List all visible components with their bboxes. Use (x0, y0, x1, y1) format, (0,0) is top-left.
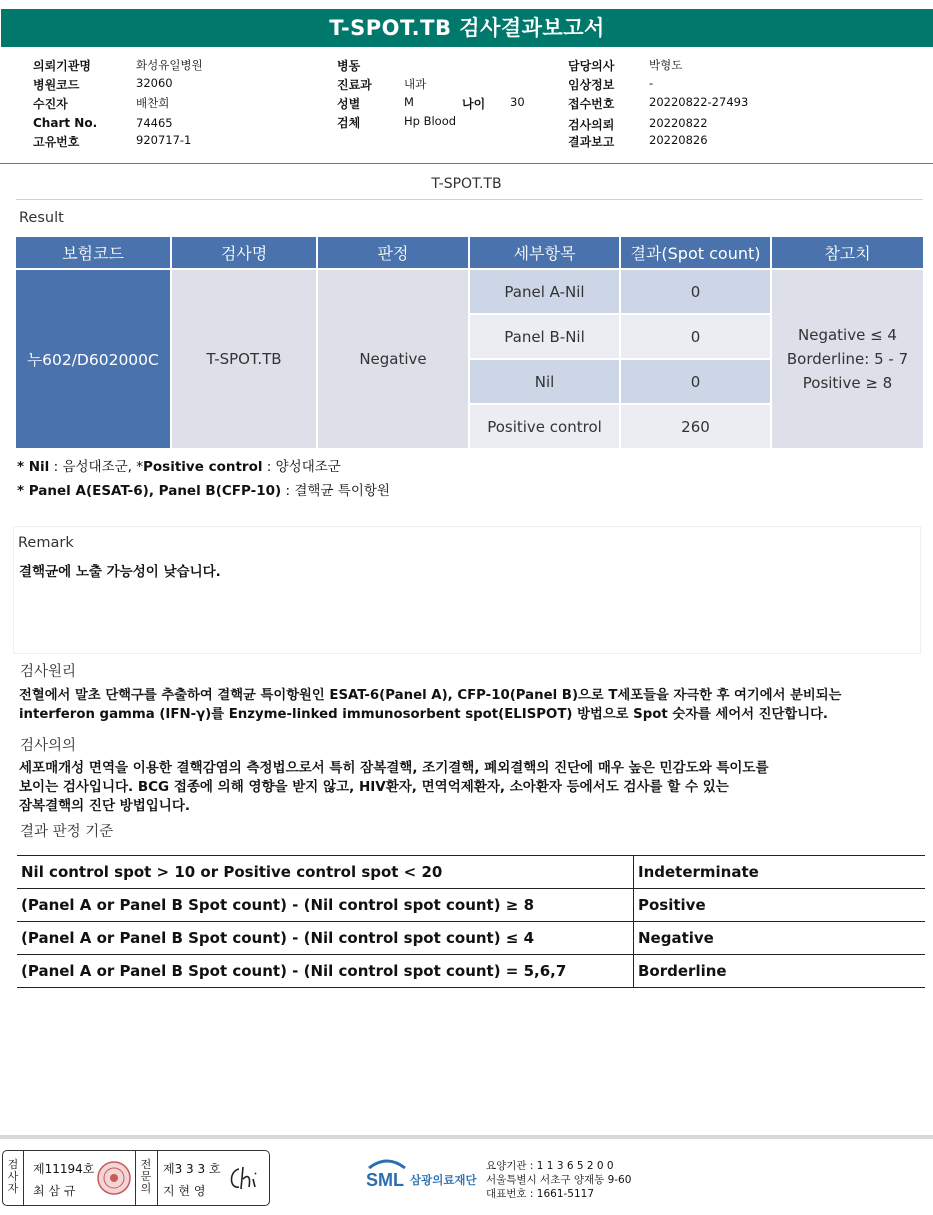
department-label: 진료과 (337, 78, 372, 92)
test-name-cell: T-SPOT.TB (172, 270, 316, 448)
table-row (17, 889, 925, 922)
signature-divider (157, 1151, 158, 1205)
org-info-code: 요양기관 : 1 1 3 6 5 2 0 0 (486, 1160, 614, 1172)
patient-name-label: 수진자 (33, 97, 68, 111)
significance-line1: 세포매개성 면역을 이용한 결핵감염의 측정법으로서 특히 잠복결핵, 조기결핵, 폐외결핵의 진단에 매우 높은 민감도와 특이도를 (19, 760, 769, 776)
note-controls (17, 455, 341, 475)
criteria-result: Positive (634, 889, 926, 922)
request-date-label: 검사의뢰 (568, 118, 615, 132)
note-panels (17, 479, 390, 499)
significance-label: 검사의의 (20, 738, 77, 754)
note-panels-label: * Panel A(ESAT-6), Panel B(CFP-10) (17, 483, 282, 499)
result-value-cell: 260 (621, 405, 770, 448)
org-info-address: 서울특별시 서초구 양재동 9-60 (486, 1174, 632, 1186)
remark-text: 결핵균에 노출 가능성이 낮습니다. (19, 564, 221, 580)
remark-box (13, 526, 921, 654)
examiner-name: 최 삼 규 (33, 1184, 76, 1198)
ward-label: 병동 (337, 59, 361, 73)
age-label: 나이 (462, 97, 486, 111)
significance-line2: 보이는 검사입니다. BCG 접종에 의해 영향을 받지 않고, HIV환자, 면역억제환자, 소아환자 등에서도 검사를 할 수 있는 (19, 779, 729, 795)
hospital-name-value: 화성유일병원 (136, 58, 203, 72)
specialist-name: 지 현 영 (163, 1184, 206, 1198)
principle-label: 검사원리 (20, 664, 77, 680)
specialist-license: 제3 3 3 호 (163, 1162, 221, 1176)
result-label: Result (19, 210, 64, 226)
header-divider (0, 163, 933, 164)
doctor-label: 담당의사 (568, 59, 615, 73)
table-row (17, 955, 925, 988)
criteria-result: Borderline (634, 955, 926, 988)
department-value: 내과 (404, 77, 427, 91)
detail-item-cell: Nil (470, 360, 619, 403)
result-value-cell: 0 (621, 315, 770, 358)
hospital-code-value: 32060 (136, 76, 173, 90)
result-value-cell: 0 (621, 270, 770, 313)
criteria-condition: (Panel A or Panel B Spot count) - (Nil control spot count) ≤ 4 (17, 922, 634, 955)
age-value: 30 (510, 95, 525, 109)
unique-no-value: 920717-1 (136, 133, 192, 147)
specimen-value: Hp Blood (404, 114, 457, 128)
note-nil-text: : 음성대조군, * (49, 459, 143, 475)
table-row (16, 270, 923, 313)
col-header-test-name: 검사명 (172, 237, 316, 268)
doctor-value: 박형도 (649, 58, 683, 72)
remark-label: Remark (18, 535, 74, 551)
request-date-value: 20220822 (649, 116, 708, 130)
clinical-info-value: - (649, 76, 654, 90)
examiner-label: 검 사 자 (7, 1158, 19, 1195)
specimen-label: 검체 (337, 116, 361, 130)
unique-no-label: 고유번호 (33, 135, 80, 149)
col-header-insurance-code: 보험코드 (16, 237, 170, 268)
sex-label: 성별 (337, 97, 361, 111)
detail-item-cell: Positive control (470, 405, 619, 448)
signature-box (2, 1150, 270, 1206)
reference-negative: Negative ≤ 4 (798, 326, 897, 344)
criteria-label: 결과 판정 기준 (20, 824, 114, 840)
specialist-signature (225, 1161, 265, 1197)
criteria-condition: (Panel A or Panel B Spot count) - (Nil control spot count) = 5,6,7 (17, 955, 634, 988)
org-info-phone: 대표번호 : 1661-5117 (486, 1188, 595, 1200)
signature-divider (135, 1151, 136, 1205)
criteria-table (17, 855, 925, 988)
table-row (17, 856, 925, 889)
receipt-no-value: 20220822-27493 (649, 95, 749, 109)
criteria-result: Indeterminate (634, 856, 926, 889)
note-positive-control-label: Positive control (143, 459, 263, 475)
hospital-name-label: 의뢰기관명 (33, 59, 91, 73)
chart-no-label: Chart No. (33, 116, 98, 130)
note-nil-label: * Nil (17, 459, 50, 475)
org-name: 삼광의료재단 (410, 1173, 477, 1187)
col-header-result: 결과(Spot count) (621, 237, 770, 268)
reference-positive: Positive ≥ 8 (802, 374, 893, 392)
report-date-label: 결과보고 (568, 135, 615, 149)
examiner-license: 제11194호 (33, 1162, 95, 1176)
criteria-result: Negative (634, 922, 926, 955)
criteria-condition: Nil control spot > 10 or Positive control spot < 20 (17, 856, 634, 889)
detail-item-cell: Panel B-Nil (470, 315, 619, 358)
footer-divider (0, 1135, 933, 1139)
sex-value: M (404, 95, 414, 109)
examiner-seal (95, 1158, 133, 1198)
col-header-detail-item: 세부항목 (470, 237, 619, 268)
judgement-cell: Negative (318, 270, 468, 448)
receipt-no-label: 접수번호 (568, 97, 615, 111)
reference-borderline: Borderline: 5 - 7 (786, 350, 909, 368)
col-header-reference: 참고치 (772, 237, 923, 268)
principle-line2: interferon gamma (IFN-γ)를 Enzyme-linked immunosorbent spot(ELISPOT) 방법으로 Spot 숫자를 세어서 진단합니다. (19, 707, 828, 722)
chart-no-value: 74465 (136, 116, 173, 130)
patient-name-value: 배찬희 (136, 96, 170, 110)
report-title: T-SPOT.TB 검사결과보고서 (1, 9, 933, 47)
signature-divider (23, 1151, 24, 1205)
principle-line1: 전혈에서 말초 단핵구를 추출하여 결핵균 특이항원인 ESAT-6(Panel A), CFP-10(Panel B)으로 T세포들을 자극한 후 여기에서 분비되는 (19, 688, 842, 703)
hospital-code-label: 병원코드 (33, 78, 80, 92)
col-header-judgement: 판정 (318, 237, 468, 268)
report-date-value: 20220826 (649, 133, 708, 147)
note-positive-control-text: : 양성대조군 (262, 459, 341, 475)
test-heading: T-SPOT.TB (431, 176, 502, 192)
significance-line3: 잠복결핵의 진단 방법입니다. (19, 798, 191, 814)
org-logo-text: SML (366, 1170, 404, 1190)
specialist-label: 전 문 의 (140, 1158, 152, 1195)
test-heading-divider (16, 199, 923, 200)
insurance-code-cell: 누602/D602000C (16, 270, 170, 448)
result-value-cell: 0 (621, 360, 770, 403)
table-row (17, 922, 925, 955)
criteria-condition: (Panel A or Panel B Spot count) - (Nil control spot count) ≥ 8 (17, 889, 634, 922)
note-panels-text: : 결핵균 특이항원 (281, 483, 390, 499)
detail-item-cell: Panel A-Nil (470, 270, 619, 313)
org-logo (365, 1156, 409, 1200)
result-table-header (16, 237, 923, 268)
result-table (14, 235, 925, 450)
reference-cell (772, 270, 923, 448)
clinical-info-label: 임상정보 (568, 78, 615, 92)
